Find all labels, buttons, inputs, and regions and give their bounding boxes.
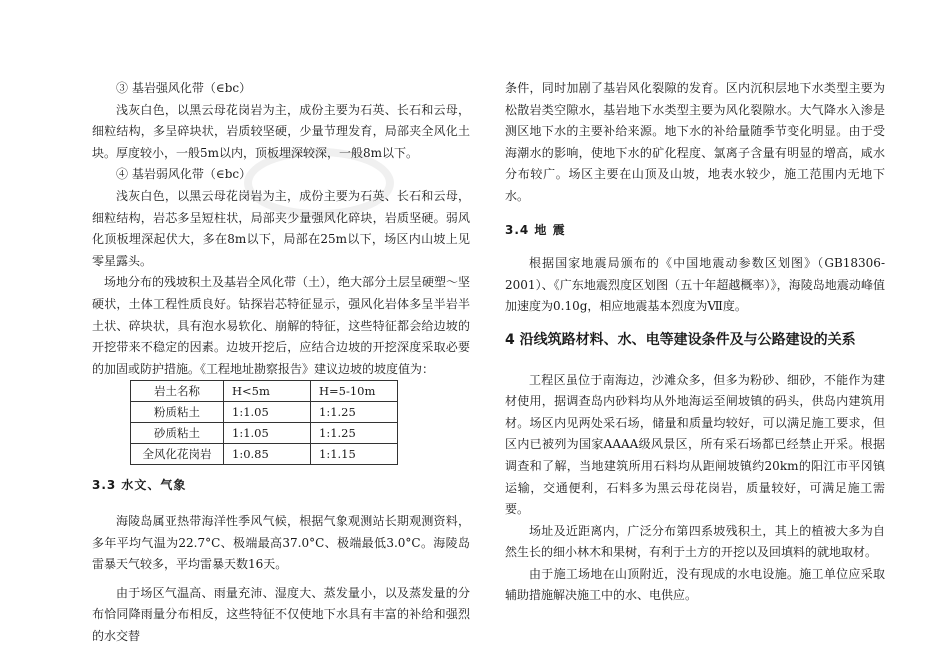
table-cell: 1:1.15 — [311, 444, 398, 465]
utilities-paragraph: 由于施工场地在山顶附近，没有现成的水电设施。施工单位应采取辅助措施解决施工中的水、电供应。 — [505, 566, 885, 603]
right-column — [505, 0, 885, 607]
table-row — [131, 402, 398, 423]
climate-paragraph: 海陵岛属亚热带海洋性季风气候，根据气象观测站长期观测资料，多年平均气温为22.7°C、极端最高37.0°C、极端最低3.0°C。海陵岛雷暴天气较多，平均雷暴天数16天。 — [92, 513, 470, 572]
table-row — [131, 423, 398, 444]
table-cell: 1:1.25 — [311, 423, 398, 444]
table-cell: 砂质粘土 — [131, 423, 224, 444]
table-cell: 1:0.85 — [224, 444, 311, 465]
earthquake-paragraph: 根据国家地震局颁布的《中国地震动参数区划图》（GB18306-2001）、《广东地震烈度区划图（五十年超越概率）》，海陵岛地震动峰值加速度为0.10g，相应地震基本烈度为Ⅶ度。 — [505, 256, 885, 314]
strong-weathered-body: 浅灰白色，以黑云母花岗岩为主，成份主要为石英、长石和云母，细粒结构，多呈碎块状，岩质较坚硬，少量节理发育，局部夹全风化土块。厚度较小，一般5m以内，顶板埋深较深，一般8m以下。 — [92, 102, 470, 160]
section-3-3-heading: 3.3 水文、气象 — [92, 478, 187, 493]
section-3-4-heading: 3.4 地 震 — [505, 222, 566, 237]
slope-table — [130, 380, 398, 465]
chapter-4-heading: 4 沿线筑路材料、水、电等建设条件及与公路建设的关系 — [505, 331, 856, 348]
table-header-row — [131, 381, 398, 402]
weak-weathered-title: ④ 基岩弱风化带（∈bc） — [116, 167, 252, 182]
strong-weathered-title: ③ 基岩强风化带（∈bc） — [116, 81, 252, 95]
soil-paragraph: 场址及近距离内，广泛分布第四系坡残积土，其上的植被大多为自然生长的细小林木和果树，有利于土方的开挖以及回填料的就地取材。 — [505, 523, 885, 560]
left-column — [92, 0, 470, 647]
table-cell: 粉质粘土 — [131, 402, 224, 423]
hydrology-continued: 条件，同时加剧了基岩风化裂隙的发育。区内沉积层地下水类型主要为松散岩类空隙水，基岩地下水类型主要为风化裂隙水。大气降水入渗是测区地下水的主要补给来源。地下水的补给量随季节变化明显。由于受海潮水的影响，使地下水的矿化程度、氯离子含量有明显的增高，咸水分布较广。场区主要在山顶及山坡，地表水较少，施工范围内无地下水。 — [505, 81, 885, 203]
table-header-cell: H=5-10m — [311, 381, 398, 402]
slope-paragraph: 场地分布的残坡积土及基岩全风化带（土），绝大部分土层呈硬塑～坚硬状，土体工程性质良好。钻探岩芯特征显示，强风化岩体多呈半岩半土状、碎块状，具有泡水易软化、崩解的特征，这些特征都会给边坡的开挖带来不稳定的因素。边坡开挖后，应结合边坡的开挖深度采取必要的加固或防护措施。《工程地址勘察报告》建议边坡的坡度值为： — [92, 275, 471, 376]
table-cell: 1:1.25 — [311, 402, 398, 423]
table-cell: 1:1.05 — [224, 402, 311, 423]
table-header-cell: 岩土名称 — [131, 381, 224, 402]
table-row — [131, 444, 398, 465]
table-cell: 全风化花岗岩 — [131, 444, 224, 465]
weak-weathered-body: 浅灰白色，以黑云母花岗岩为主，成份主要为石英、长石和云母，细粒结构，岩芯多呈短柱状，局部夹少量强风化碎块，岩质坚硬。弱风化顶板埋深起伏大，多在8m以下，局部在25m以下，场区内山坡上见零星露头。 — [92, 188, 470, 268]
materials-paragraph: 工程区虽位于南海边，沙滩众多，但多为粉砂、细砂，不能作为建材使用，据调查岛内砂料均从外地海运至闸坡镇的码头，供岛内建筑用材。场区内见两处采石场，储量和质量均较好，可以满足施工要求，但区内已被列为国家AAAA级风景区，所有采石场都已经禁止开采。根据调查和了解，当地建筑所用石料均从距闸坡镇约20km的阳江市平冈镇运输，交通便利，石料多为黑云母花岗岩，质量较好，可满足施工需要。 — [505, 372, 885, 517]
hydrology-paragraph: 由于场区气温高、雨量充沛、湿度大、蒸发量小，以及蒸发量的分布恰同降雨量分布相反，这些特征不仅使地下水具有丰富的补给和强烈的水交替 — [92, 585, 470, 643]
table-header-cell: H<5m — [224, 381, 311, 402]
table-cell: 1:1.05 — [224, 423, 311, 444]
